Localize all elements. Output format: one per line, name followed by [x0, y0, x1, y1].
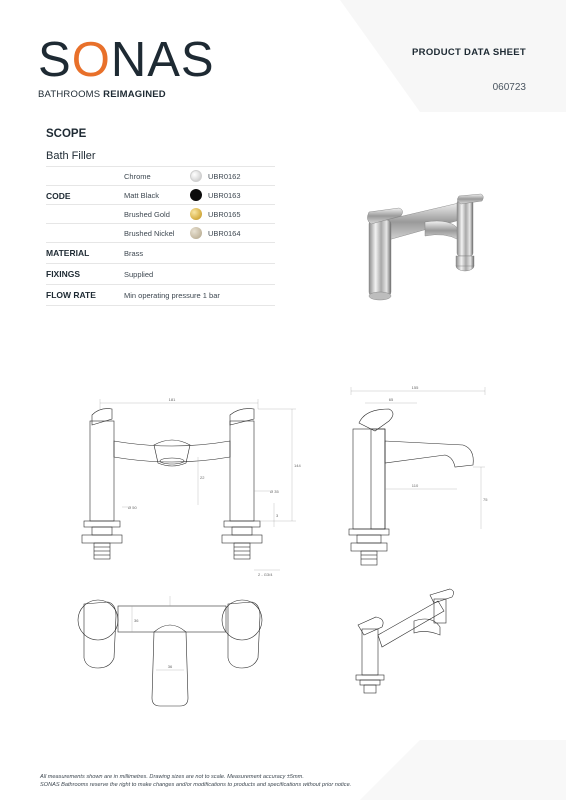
fixings-label: FIXINGS: [46, 269, 81, 279]
finish-code: UBR0164: [208, 228, 241, 238]
plan-view-drawing: [70, 588, 270, 718]
spout-drop-dimension: 22: [200, 475, 205, 480]
isometric-drawing: [352, 585, 462, 695]
document-title: PRODUCT DATA SHEET: [412, 47, 526, 58]
nickel-swatch-icon: [190, 227, 202, 239]
document-code: 060723: [492, 82, 526, 93]
side-height-dimension: 75: [483, 497, 488, 502]
body-diameter-dimension: Ø 50: [128, 505, 137, 510]
lever-length-dimension: 65: [388, 397, 394, 402]
flow-rate-row: [46, 284, 275, 305]
footer-background-shape: [360, 740, 566, 800]
nut-height-dimension: 3: [276, 513, 279, 518]
product-name: SCOPE: [46, 128, 87, 140]
footer-line-1: All measurements shown are in millimetres. Drawing sizes are not to scale. Measurement accuracy ±5mm.: [40, 774, 304, 780]
side-elevation-drawing: [345, 383, 495, 583]
finish-name: Chrome: [124, 171, 151, 181]
fixings-row: [46, 263, 275, 284]
plan-spout-width-dimension: 36: [167, 664, 173, 669]
black-swatch-icon: [190, 189, 202, 201]
flow-rate-label: FLOW RATE: [46, 290, 96, 300]
finish-code: UBR0163: [208, 190, 241, 200]
footer-line-2: SONAS Bathrooms reserve the right to make changes and/or modifications to products and specifications without prior notice.: [40, 782, 352, 788]
chrome-swatch-icon: [190, 170, 202, 182]
product-render-image: [355, 192, 485, 307]
fixings-value: Supplied: [124, 270, 154, 279]
gold-swatch-icon: [190, 208, 202, 220]
finish-code: UBR0162: [208, 171, 241, 181]
finish-code: UBR0165: [208, 209, 241, 219]
finish-name: Brushed Nickel: [124, 228, 175, 238]
side-depth-dimension: 155: [411, 385, 419, 390]
shank-diameter-dimension: Ø 35: [270, 489, 279, 494]
brand-tagline: BATHROOMS REIMAGINED: [38, 89, 166, 100]
brand-wordmark-accent: O: [71, 33, 111, 87]
spout-reach-dimension: 110: [411, 483, 419, 488]
flow-rate-value: Min operating pressure 1 bar: [124, 291, 220, 300]
code-group: [46, 166, 275, 242]
finish-row: [46, 223, 275, 242]
code-label: CODE: [46, 191, 71, 201]
front-width-dimension: 181: [168, 397, 176, 402]
material-label: MATERIAL: [46, 248, 90, 258]
finish-row: [46, 185, 275, 204]
footer-disclaimer: [40, 773, 351, 789]
finish-row: [46, 204, 275, 223]
plan-depth-dimension: 36: [134, 618, 139, 623]
material-value: Brass: [124, 249, 144, 258]
finish-name: Matt Black: [124, 190, 160, 200]
brand-wordmark: SONAS: [38, 33, 215, 87]
front-elevation-drawing: [70, 395, 300, 580]
front-height-dimension: 144: [294, 463, 301, 468]
finish-row: [46, 166, 275, 185]
brand-logo: [38, 33, 215, 100]
table-divider: [46, 305, 275, 306]
material-row: [46, 242, 275, 263]
thread-dimension: 2 - G3/4: [258, 572, 273, 577]
finish-name: Brushed Gold: [124, 209, 170, 219]
product-type: Bath Filler: [46, 150, 96, 162]
spec-table: [46, 166, 275, 306]
